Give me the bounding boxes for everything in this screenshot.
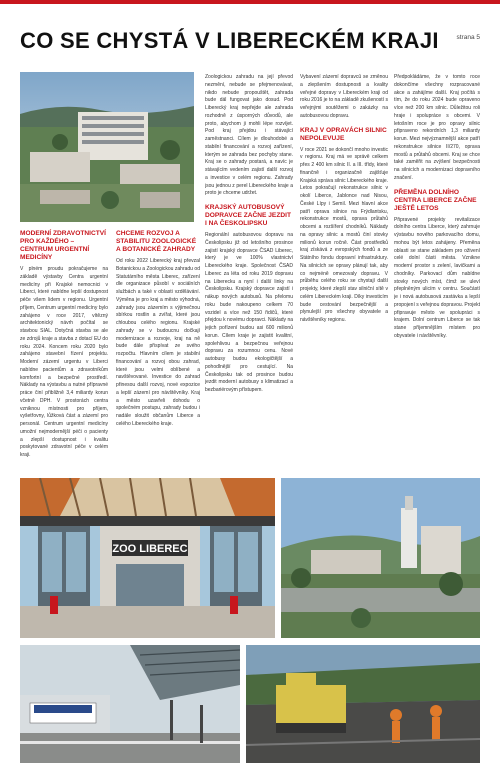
page-number: strana 5	[456, 34, 480, 41]
article-text: Od roku 2022 Liberecký kraj převzal Botanickou a Zoologickou zahradu od Statutárního města Liberec, zařízení dle organizace působí v sociálních službách a také v oblasti vzdělávání. Výměna je pro kraj a město výhodná, zahrady jsou zázemím s výjimečnou sbírkou rostlin a zvířat, které jsou chloubou celého regionu. Krajské zahrady se v budoucnu dočkají modernizace a rozvoje, kraj na ně bude dále přispívat ze svého rozpočtu. Hlavním cílem je stabilní financování a rozvoj obou zahrad, které jsou velmi oblíbené a navštěvované. Investice do zahrad přinesou další rozvoj, nové expozice a lepší zázemí pro návštěvníky. Kraj a město uzavřeli dohodu o společném postupu, zahrady budou i nadále sloužit občanům Liberce a celého Libereckého kraje.	[116, 258, 200, 427]
page-title: CO SE CHYSTÁ V LIBERECKÉM KRAJI	[20, 28, 439, 53]
hospital-photo	[20, 72, 194, 222]
article-heading: KRAJ V OPRAVÁCH SILNIC NEPOLEVUJE	[300, 126, 387, 142]
article-text: Regionální autobusovou dopravu na Českolipsku již od letošního prosince zajistí krajský dopravce ČSAD Liberec, který je ve 100% vlastnictví Libereckého kraje. Společnost ČSAD Liberec za léta od roku 2019 dopravu na Liberecku a nyní i další linky na Českolipsku. Krajský dopravce zajistí i nákup nových autobusů. Na přelomu roku bude nakoupeno celkem 70 vozidel a více než 150 řidičů, které přejdou k novému dopravci. Náklady na jejich pořízení budou asi 600 milionů korun. Cílem kraje je zajistit kvalitní, spolehlivou a bezpečnou veřejnou dopravu za rozumnou cenu. Nové autobusy budou ekologičtější a pohodlnější pro cestující. Na Českolipsku tak od prosince budou jezdit moderní autobusy s klimatizací a bezbariérovým přístupem.	[205, 232, 293, 393]
bus-station-illustration	[20, 645, 240, 763]
liberec-city-photo	[281, 478, 480, 638]
article-text: Připravené projekty revitalizace dolního centra Liberce, který zahrnuje výstavbu nového parkovacího domu, mohou být letos zahájeny. Přeměna oblasti se stane základem pro oživení celé dolní části města. Vznikne moderní prostor s zelení, lavičkami a chodníky. Parkovací dům nabídne stovky nových míst, čímž se uleví přeplněným ulicím v centru. Součástí je i nová autobusová zastávka a lepší propojení s veřejnou dopravou. Projekt připravuje město ve spolupráci s krajem. Dolní centrum Liberce se tak stane příjemnějším místem pro obyvatele i návštěvníky.	[394, 216, 480, 339]
article-text: Předpokládáme, že v tomto roce dokončíme všechny rozpracované akce a zahájíme další. Kraj počítá s tím, že do roku 2024 bude opraveno více než 200 km silnic. Důležitou roli hraje i spolupráce s obcemi. V letošním roce je pro opravy silnic připraveno rekordních 1,3 miliardy korun. Mezi nejvýznamnější akce patří rekonstrukce silnice II/270, oprava mostů a průtahů obcemi. Kraj se chce také zaměřit na zvýšení bezpečnosti na silnicích a modernizaci dopravního značení.	[394, 74, 480, 181]
article-text: V roce 2021 se dokončí mnoho investic v regionu. Kraj má ve správě celkem přes 2 400 km silnic II. a III. třídy, které finančně i organizačně zajišťuje Krajská správa silnic Libereckého kraje. Letos pokračují rekonstrukce silnic v okolí Liberce, Jablonce nad Nisou, České Lípy i Semil. Mezi hlavní akce patří oprava silnice na Frýdlantsku, rekonstrukce mostů, oprava průtahů obcemi a rozšíření chodníků. Náklady na opravy silnic a mostů činí stovky milionů korun ročně. Část prostředků kraj získává z evropských fondů a ze Státního fondu dopravní infrastruktury. Na silnicích se opravy plánují tak, aby co nejméně omezovaly dopravu. V průběhu celého roku se chystají další projekty, které zlepší stav silniční sítě v celém Libereckém kraji. Díky investicím bude cestování bezpečnější a plynulejší pro všechny obyvatele a návštěvníky regionu.	[300, 146, 388, 323]
article-heading: MODERNÍ ZDRAVOTNICTVÍ PRO KAŽDÉHO – CENTRUM URGENTNÍ MEDICÍNY	[20, 230, 106, 261]
article-urgent-medicine	[20, 228, 108, 468]
zoo-entrance-illustration	[20, 478, 275, 638]
article-road-repairs	[300, 74, 388, 468]
liberec-city-illustration	[281, 478, 480, 638]
zoo-entrance-photo	[20, 478, 275, 638]
article-heading: CHCEME ROZVOJ A STABILITU ZOOLOGICKÉ A BOTANICKÉ ZAHRADY	[116, 230, 197, 253]
article-heading: KRAJSKÝ AUTOBUSOVÝ DOPRAVCE ZAČNE JEZDIT I NA ČESKOLIPSKU	[205, 204, 291, 227]
road-works-illustration	[246, 645, 480, 763]
bus-station-photo	[20, 645, 240, 763]
article-text: Zoologickou zahradu na její převod nezmění, nebude se přejmenovávat, nikdo nebude propouštět, zahrada bude dál fungovat jako dosud. Pod Liberecký kraj nepřejde ale zahrada rozhodně z úsporných důvodů, ale proto, abychom ji mohli lépe rozvíjet. Pod kraj přejdou i stávající zaměstnanci. Cílem je dlouhodobé a stabilní financování a rozvoj zařízení, kterým se zahrada bez pochyby stane. Kraj se o zahrady postará, a navíc je stávajícím vedením zajistí další rozvoj a investice v celém regionu. Zahrady jsou jednou z perel Libereckého kraje a proto je chceme udržet.	[205, 74, 293, 197]
article-heading: PŘEMĚNA DOLNÍHO CENTRA LIBERCE ZAČNE JEŠTĚ LETOS	[394, 188, 477, 212]
article-liberec-center	[394, 74, 480, 468]
article-text: V plném proudu pokračujeme na základě výstavby Centra urgentní medicíny při Krajské nemocnici v Liberci, které nabídne lepší dostupnost péče všem lidem v regionu. Urgentní příjem, Centrum urgentní medicíny bylo zahájeno v roce 2017, vítězný architektonický návrh počítal se stavbou SIAL. Dotyčná stavba se ale ze zdrojů kraje a stavba z dotací EU do roku 2024. Koncem roku 2020 bylo zahájeno stavební řízení projektu. Moderní zázemí urgentu v Liberci nabídne pacientům a zdravotníkům komfortní a bezpečné prostředí. Náklady na výstavbu a nutné přípravné práce činí přibližně 3,4 miliardy korun včetně DPH. V prostorách centra vzniknou místnosti pro příjem, vyšetřovny, lůžková část a zázemí pro personál. Centrum urgentní medicíny umožní nejmodernější péči o pacienty a zlepší dostupnost i kvalitu poskytované zdravotní péče v celém kraji.	[20, 266, 108, 458]
zoo-sign-text: ZOO LIBEREC	[112, 543, 188, 555]
hospital-photo-illustration	[20, 72, 194, 222]
article-zoo-botanic	[116, 228, 200, 468]
article-bus-carrier	[205, 74, 293, 468]
article-text: Vybavení zázemí dopravců se změnou a zlepšením dostupnosti a kvality veřejné dopravy v Libereckém kraji od roku 2016 je to na základě zkušeností s veřejnými soutěžemi o zakázky na autobusovou dopravu.	[300, 74, 388, 119]
top-accent-bar	[0, 0, 500, 4]
road-works-photo	[246, 645, 480, 763]
